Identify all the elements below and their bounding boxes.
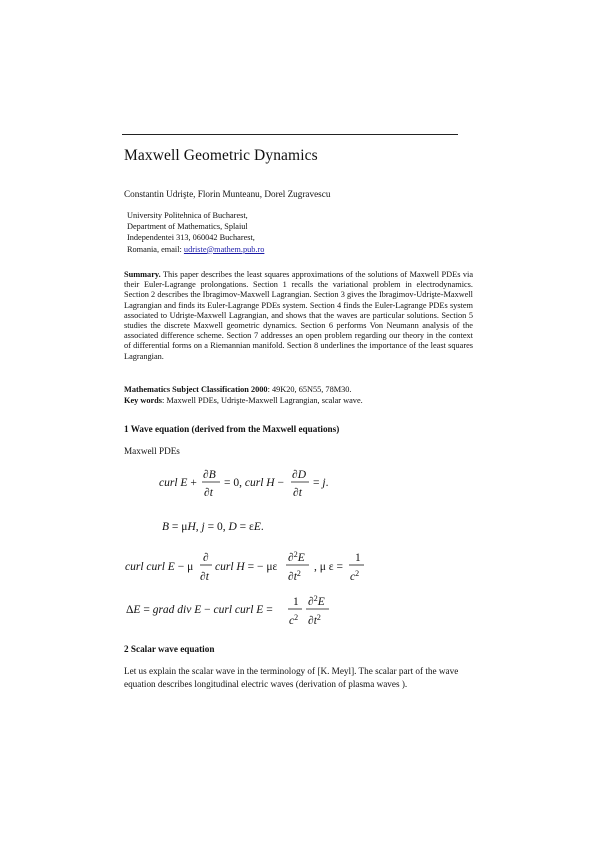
email-prefix: Romania, email:: [127, 244, 184, 254]
svg-text:c2: $c^2$: [289, 613, 299, 627]
equation-wave: [126, 594, 329, 627]
svg-text:c2: $c^2$: [350, 569, 360, 583]
svg-text:1: 1: [355, 552, 361, 564]
svg-text:∂2E: ∂$^2$E: [308, 594, 325, 608]
equation-curl-curl: [125, 550, 364, 583]
msc-label: Mathematics Subject Classification 2000: [124, 385, 268, 394]
svg-text:∂t: ∂t: [204, 487, 213, 499]
svg-text:∂t: ∂t: [293, 487, 302, 499]
affiliation-line: University Politehnica of Bucharest,: [127, 211, 248, 220]
svg-text:B = μH, j = 0, D = εE.: B = μH, j = 0, D = εE.: [162, 521, 264, 533]
summary-label: Summary.: [124, 270, 161, 279]
section-1-intro: Maxwell PDEs: [124, 446, 180, 456]
keywords-value: : Maxwell PDEs, Udrişte-Maxwell Lagrangian, scalar wave.: [162, 395, 363, 405]
email-link[interactable]: udriste@mathem.pub.ro: [183, 244, 265, 254]
section-2-heading: 2 Scalar wave equation: [124, 644, 215, 654]
svg-text:∂t2: $\partial t^2$: [308, 613, 321, 627]
svg-text:∂t: ∂t: [200, 571, 209, 583]
svg-text:∂t2: $\partial t^2$: [288, 569, 301, 583]
svg-text:, μ ε =: , μ ε =: [314, 561, 343, 573]
svg-text:∂: ∂: [203, 552, 209, 564]
affiliation-line: Independentei 313, 060042 Bucharest,: [127, 233, 255, 243]
msc-value: : 49K20, 65N55, 78M30.: [267, 385, 352, 394]
svg-text:1: 1: [293, 596, 299, 608]
svg-text:curl H = − με: curl H = − με: [215, 561, 278, 573]
summary-text: This paper describes the least squares approximations of the solutions of Maxwell PDEs via their Euler-Lagrange prolongations. Section 1 recalls the variational problem in electrodynamics. Section 2 describes the Ibragimov-Maxwell Lagrangian. Section 3 gives the Ibragimov-Udrişte-Maxwell Lagrangian and finds its Euler-Lagrange PDEs system. Section 4 finds the Euler-Lagrange PDEs system associated to Udrişte-Maxwell Lagrangian, and shows that the waves are particular solutions. Section 5 studies the discrete Maxwell geometric dynamics. Section 6 performs Von Neumann analysis of the associated difference scheme. Section 7 addresses an open problem regarding our theory in the context of differential forms on a Riemannian manifold. Section 8 underlines the importance of the least squares Lagrangian.: [124, 270, 473, 361]
section-2-text: Let us explain the scalar wave in the terminology of [K. Meyl]. The scalar part of the wave equation describes longitudinal electric waves (derivation of plasma waves ).: [124, 666, 459, 689]
svg-text:ΔE = grad div E − curl curl E: ΔE = grad div E − curl curl E =: [126, 604, 273, 616]
paper-title: Maxwell Geometric Dynamics: [124, 147, 318, 164]
keywords-label: Key words: [124, 395, 163, 405]
authors: Constantin Udrişte, Florin Munteanu, Dorel Zugravescu: [124, 189, 331, 199]
affiliation-line: Department of Mathematics, Splaiul: [127, 222, 248, 232]
svg-text:= 0, curl H −: = 0, curl H −: [224, 477, 284, 489]
svg-text:∂B: ∂B: [203, 469, 216, 481]
svg-text:∂D: ∂D: [292, 469, 306, 481]
svg-text:∂2E: ∂$^2$E: [288, 550, 305, 564]
equation-constitutive: [162, 521, 264, 533]
svg-text:curl E +: curl E +: [159, 477, 197, 489]
svg-text:curl curl E − μ: curl curl E − μ: [125, 561, 194, 573]
equation-maxwell-pdes: [159, 469, 329, 499]
svg-text:= j.: = j.: [313, 477, 329, 489]
section-1-heading: 1 Wave equation (derived from the Maxwell equations): [124, 424, 340, 434]
